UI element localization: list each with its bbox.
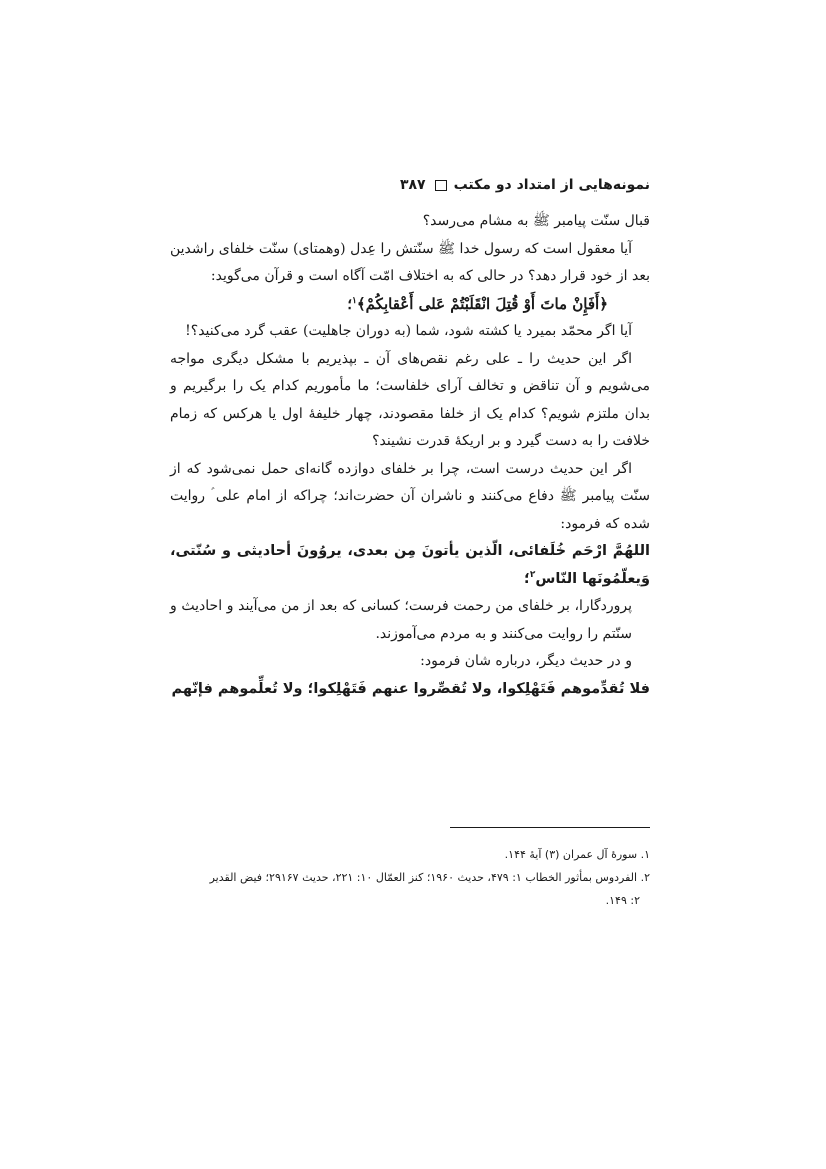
quran-verse bbox=[170, 291, 650, 319]
hadith-quote bbox=[170, 538, 650, 593]
square-ornament-icon bbox=[435, 180, 447, 191]
footnote-divider bbox=[450, 827, 650, 828]
footnote: ۱. سورهٔ آل عمران (۳) آیهٔ ۱۴۴. bbox=[504, 848, 650, 861]
footnote-ref: ۱ bbox=[352, 295, 357, 306]
hadith-quote: فلا تُقدِّموهم فَتَهْلِکوا، ولا تُقصِّروا عنهم فَتَهْلِکوا؛ ولا تُعلِّموهم فإنّهم bbox=[171, 680, 650, 697]
hadith-text: اللهُمَّ ارْحَم خُلَفائی، الّذین یأتونَ مِن بعدی، یروُونَ أحادیثی و سُنّتی، وَیعلّمُونَها النّاس bbox=[170, 543, 650, 587]
footnote-continuation: ۲: ۱۴۹. bbox=[605, 894, 640, 907]
hadith-translation: پروردگارا، بر خلفای من رحمت فرست؛ کسانی که بعد از من می‌آیند و احادیث و سنّتم را روایت می‌کنند و به مردم می‌آموزند. bbox=[170, 598, 632, 642]
main-text bbox=[170, 208, 650, 703]
page-number: ۳۸۷ bbox=[399, 177, 426, 193]
footnote: ۲. الفردوس بمأثور الخطاب ۱: ۴۷۹، حدیث ۱۹۶۰؛ کنز العمّال ۱۰: ۲۲۱، حدیث ۲۹۱۶۷؛ فیض القدیر bbox=[209, 871, 650, 884]
footnotes bbox=[170, 843, 650, 912]
paragraph: آیا معقول است که رسول خدا ﷺ سنّتش را عِدل (وهمتای) سنّت خلفای راشدین بعد از خود قرار دهد؟ در حالی که به اختلاف امّت آگاه است و قرآن می‌گوید: bbox=[170, 240, 650, 284]
footnote-ref: ۲ bbox=[529, 569, 536, 580]
paragraph: قبال سنّت پیامبر ﷺ به مشام می‌رسد؟ bbox=[422, 213, 650, 229]
hadith-punct: ؛ bbox=[524, 570, 530, 587]
running-header bbox=[170, 172, 650, 198]
verse-punct: ؛ bbox=[347, 294, 353, 313]
chapter-title: نمونه‌هایی از امتداد دو مکتب bbox=[453, 177, 650, 193]
paragraph: اگر این حدیث را ـ علی رغم نقص‌های آن ـ بپذیریم با مشکل دیگری مواجه می‌شویم و آن تناقض و تخالف آرای خلفاست؛ ما مأموریم کدام یک را برگیریم و بدان ملتزم شویم؟ کدام یک از خلفا مقصودند، چهار خلیفهٔ اول یا هرکس که زمام خلافت را به دست گیرد و بر اریکهٔ قدرت نشیند؟ bbox=[170, 350, 650, 449]
paragraph: و در حدیث دیگر، درباره شان فرمود: bbox=[420, 653, 632, 669]
paragraph: اگر این حدیث درست است، چرا بر خلفای دوازده گانه‌ای حمل نمی‌شود که از سنّت پیامبر ﷺ دفاع می‌کنند و ناشران آن حضرت‌اند؛ چراکه از امام علی ؑ روایت شده که فرمود: bbox=[170, 460, 650, 532]
verse-text: ﴿أَفَإِنْ ماتَ أَوْ قُتِلَ انْقَلَبْتُمْ عَلى أَعْقابِكُمْ﴾ bbox=[356, 294, 608, 313]
verse-translation: آیا اگر محمّد بمیرد یا کشته شود، شما (به دوران جاهلیت) عقب گرد می‌کنید؟! bbox=[185, 323, 632, 339]
